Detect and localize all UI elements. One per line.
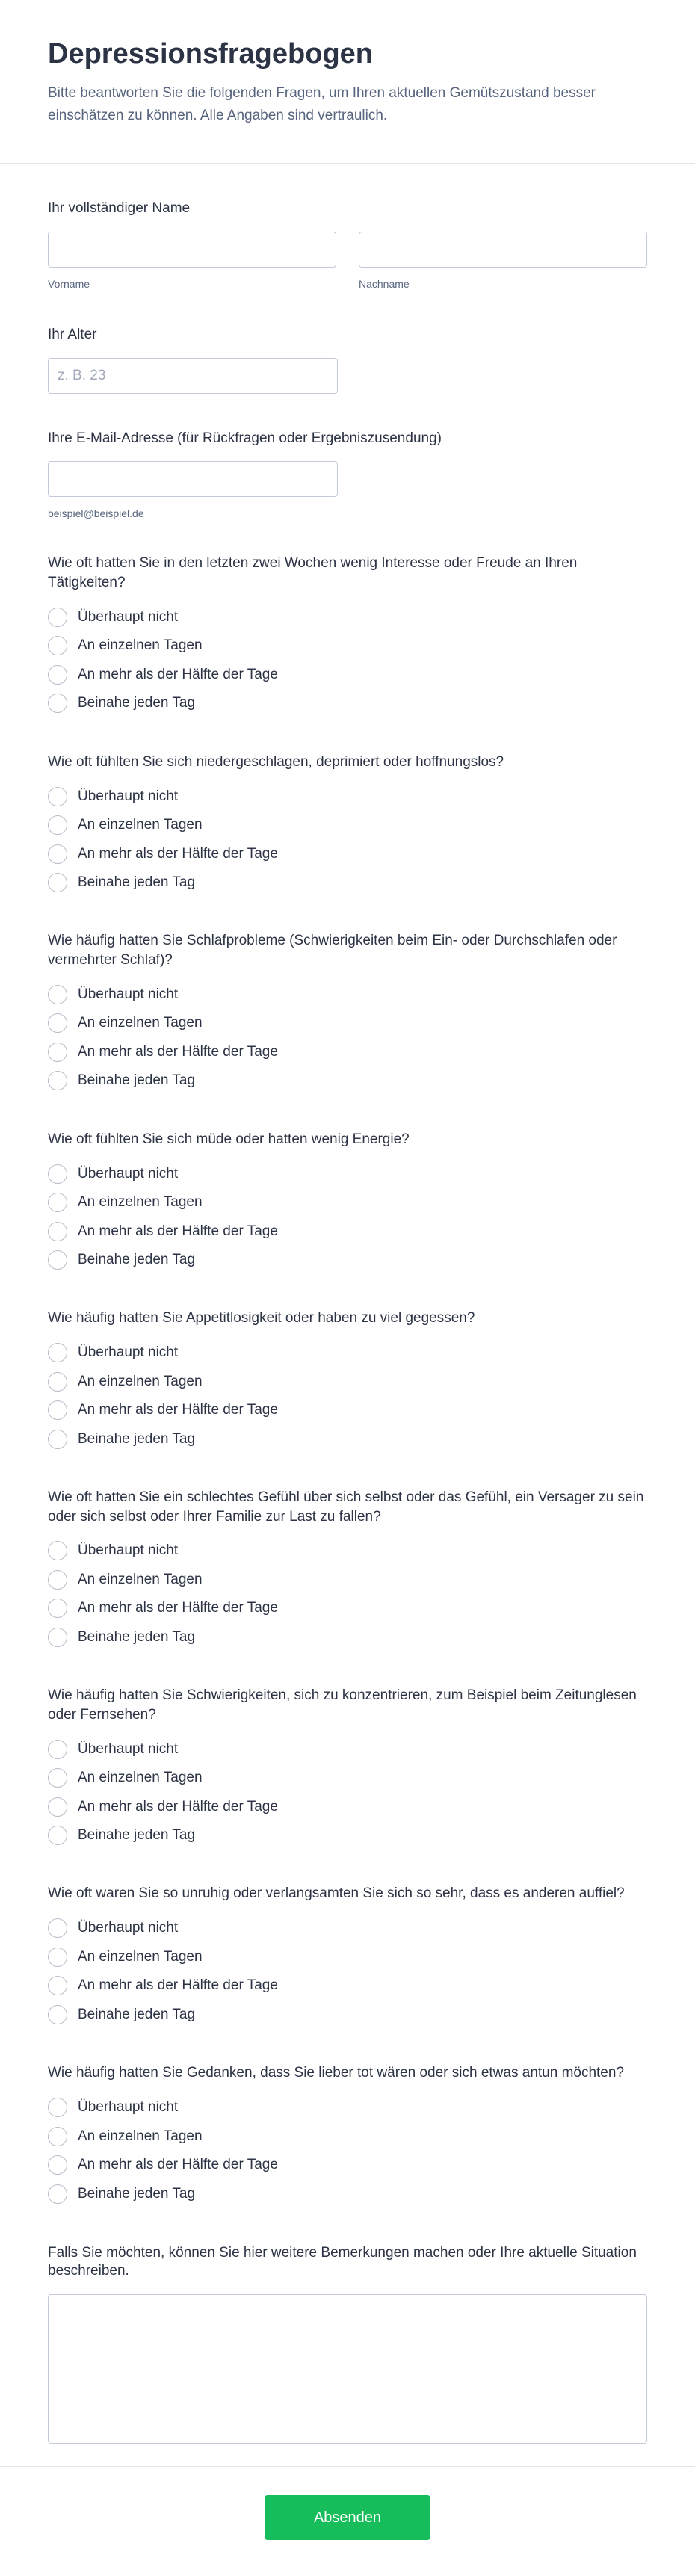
question-4 [48,1096,647,1275]
question-label: Wie oft hatten Sie ein schlechtes Gefühl über sich selbst oder das Gefühl, ein Versager zu sein oder sich selbst oder Ihrer Familie zur Last zu fallen? [48,1489,644,1525]
radio-button[interactable] [48,1826,67,1845]
radio-option[interactable] [48,1159,647,1188]
radio-option-label: An mehr als der Hälfte der Tage [78,1223,278,1239]
radio-button[interactable] [48,1797,67,1817]
radio-button[interactable] [48,844,67,864]
radio-button[interactable] [48,1193,67,1212]
radio-button[interactable] [48,873,67,892]
radio-option-label: An einzelnen Tagen [78,1373,203,1389]
radio-option[interactable] [48,1971,647,2001]
radio-button[interactable] [48,2155,67,2175]
age-label: Ihr Alter [48,327,97,343]
radio-option[interactable] [48,603,647,632]
radio-option[interactable] [48,2179,647,2208]
radio-button[interactable] [48,1570,67,1590]
radio-option-label: Beinahe jeden Tag [78,2006,196,2022]
last-name-input[interactable] [359,232,647,268]
submit-button[interactable]: Absenden [265,2495,430,2540]
question-label: Wie oft waren Sie so unruhig oder verlangsamten Sie sich so sehr, dass es anderen auffiel? [48,1885,625,1902]
last-name-column [359,232,647,290]
radio-option[interactable] [48,1566,647,1595]
email-sublabel: beispiel@beispiel.de [48,507,144,520]
radio-option[interactable] [48,980,647,1010]
email-label: Ihre E-Mail-Adresse (für Rückfragen oder Ergebniszusendung) [48,430,442,446]
question-label: Wie häufig hatten Sie Schlafprobleme (Schwierigkeiten beim Ein- oder Durchschlafen oder vermehrter Schlaf)? [48,933,617,968]
page-title: Depressionsfragebogen [48,38,373,70]
radio-option-label: Überhaupt nicht [78,608,179,625]
question-label: Wie häufig hatten Sie Appetitlosigkeit oder haben zu viel gegessen? [48,1310,475,1326]
radio-option-label: An einzelnen Tagen [78,1015,203,1031]
radio-button[interactable] [48,787,67,806]
radio-option[interactable] [48,839,647,868]
age-field [48,290,647,394]
radio-option[interactable] [48,1009,647,1038]
radio-option-label: Beinahe jeden Tag [78,1072,196,1089]
form-footer [0,2466,695,2576]
radio-option-label: An mehr als der Hälfte der Tage [78,1600,278,1616]
age-input[interactable] [48,358,338,394]
radio-option[interactable] [48,1367,647,1396]
radio-option-label: Beinahe jeden Tag [78,1430,196,1447]
radio-button[interactable] [48,1043,67,1062]
radio-option[interactable] [48,1188,647,1217]
radio-option-label: An einzelnen Tagen [78,817,203,833]
radio-option-label: An mehr als der Hälfte der Tage [78,1043,278,1060]
radio-option[interactable] [48,1764,647,1793]
radio-option[interactable] [48,1066,647,1096]
radio-option[interactable] [48,2151,647,2180]
name-field [48,164,647,290]
radio-button[interactable] [48,636,67,655]
radio-button[interactable] [48,1599,67,1618]
radio-option-label: Überhaupt nicht [78,2099,179,2116]
question-label: Wie oft fühlten Sie sich niedergeschlagen, deprimiert oder hoffnungslos? [48,753,504,770]
radio-option-label: Überhaupt nicht [78,1165,179,1182]
first-name-input[interactable] [48,232,336,268]
radio-button[interactable] [48,985,67,1004]
comments-textarea[interactable] [48,2294,647,2444]
question-label: Wie häufig hatten Sie Gedanken, dass Sie lieber tot wären oder sich etwas antun möchten? [48,2065,625,2081]
radio-option-label: Beinahe jeden Tag [78,2185,196,2202]
radio-option-label: An mehr als der Hälfte der Tage [78,1798,278,1814]
radio-option-label: An einzelnen Tagen [78,1948,203,1965]
radio-option-label: Überhaupt nicht [78,1542,179,1559]
first-name-sublabel: Vorname [48,278,90,291]
radio-option-label: Beinahe jeden Tag [78,1628,196,1645]
radio-option-label: Überhaupt nicht [78,1920,179,1936]
radio-option-label: Beinahe jeden Tag [78,1252,196,1268]
form-body [0,164,695,2444]
radio-button[interactable] [48,1430,67,1449]
question-9 [48,2029,647,2208]
first-name-column [48,232,336,290]
name-row [48,232,647,290]
radio-button[interactable] [48,608,67,627]
email-input[interactable] [48,461,338,497]
radio-option-label: An einzelnen Tagen [78,637,203,654]
radio-button[interactable] [48,1343,67,1362]
radio-option-label: Überhaupt nicht [78,1741,179,1757]
radio-option[interactable] [48,661,647,690]
question-label: Wie häufig hatten Sie Schwierigkeiten, sich zu konzentrieren, zum Beispiel beim Zeitunglesen oder Fernsehen? [48,1687,637,1723]
question-8 [48,1850,647,2029]
radio-option[interactable] [48,631,647,661]
radio-button[interactable] [48,1164,67,1184]
radio-option-label: An einzelnen Tagen [78,1571,203,1587]
question-label: Wie oft fühlten Sie sich müde oder hatten wenig Energie? [48,1131,410,1147]
radio-option[interactable] [48,1536,647,1566]
page-description: Bitte beantworten Sie die folgenden Fragen, um Ihren aktuellen Gemütszustand besser einschätzen zu können. Alle Angaben sind vertraulich. [48,84,596,123]
question-label: Wie oft hatten Sie in den letzten zwei Wochen wenig Interesse oder Freude an Ihren Tätigkeiten? [48,555,578,591]
radio-option[interactable] [48,868,647,898]
radio-button[interactable] [48,1372,67,1392]
radio-option-label: An mehr als der Hälfte der Tage [78,1977,278,1994]
radio-option[interactable] [48,2122,647,2151]
radio-button[interactable] [48,1628,67,1647]
radio-option[interactable] [48,1038,647,1067]
question-1 [48,519,647,717]
radio-option-label: An mehr als der Hälfte der Tage [78,845,278,862]
radio-option[interactable] [48,1338,647,1368]
comments-field [48,2208,647,2444]
radio-option-label: Beinahe jeden Tag [78,874,196,891]
radio-button[interactable] [48,1400,67,1420]
question-3 [48,897,647,1095]
radio-option-label: Beinahe jeden Tag [78,1827,196,1844]
radio-option-label: An mehr als der Hälfte der Tage [78,666,278,682]
radio-option[interactable] [48,689,647,718]
radio-button[interactable] [48,815,67,835]
question-5 [48,1274,647,1454]
radio-button[interactable] [48,2005,67,2024]
comments-label: Falls Sie möchten, können Sie hier weitere Bemerkungen machen oder Ihre aktuelle Situation beschreiben. [48,2244,637,2279]
question-7 [48,1652,647,1850]
radio-option-label: Überhaupt nicht [78,1344,179,1361]
radio-button[interactable] [48,694,67,713]
radio-button[interactable] [48,2127,67,2146]
radio-option-label: An mehr als der Hälfte der Tage [78,1402,278,1418]
radio-option-label: Überhaupt nicht [78,986,179,1002]
radio-button[interactable] [48,1976,67,1995]
last-name-sublabel: Nachname [359,278,410,291]
radio-option-label: An einzelnen Tagen [78,2128,203,2144]
radio-option[interactable] [48,2093,647,2122]
radio-option-label: Beinahe jeden Tag [78,695,196,711]
radio-option[interactable] [48,2001,647,2030]
question-2 [48,718,647,898]
radio-button[interactable] [48,1948,67,1967]
radio-option-label: An mehr als der Hälfte der Tage [78,2157,278,2173]
questions-list [48,519,647,2208]
radio-option-label: An einzelnen Tagen [78,1770,203,1786]
radio-button[interactable] [48,1250,67,1270]
radio-button[interactable] [48,1740,67,1759]
radio-button[interactable] [48,2184,67,2204]
radio-option[interactable] [48,1792,647,1821]
radio-option[interactable] [48,1943,647,1972]
radio-option-label: An einzelnen Tagen [78,1194,203,1211]
radio-option[interactable] [48,1821,647,1850]
radio-button[interactable] [48,2098,67,2117]
radio-option[interactable] [48,1424,647,1454]
radio-option[interactable] [48,1246,647,1275]
radio-button[interactable] [48,1918,67,1938]
radio-option[interactable] [48,811,647,840]
radio-option[interactable] [48,1217,647,1246]
radio-button[interactable] [48,665,67,685]
radio-option[interactable] [48,1735,647,1764]
radio-button[interactable] [48,1768,67,1788]
radio-option[interactable] [48,782,647,811]
radio-option[interactable] [48,1914,647,1943]
radio-option[interactable] [48,1594,647,1623]
radio-button[interactable] [48,1541,67,1560]
name-label: Ihr vollständiger Name [48,200,191,217]
radio-button[interactable] [48,1222,67,1241]
radio-option[interactable] [48,1396,647,1425]
email-field [48,394,647,520]
radio-button[interactable] [48,1013,67,1033]
question-6 [48,1454,647,1652]
radio-option[interactable] [48,1623,647,1652]
radio-option-label: Überhaupt nicht [78,788,179,804]
form-header [0,0,695,164]
radio-button[interactable] [48,1071,67,1090]
